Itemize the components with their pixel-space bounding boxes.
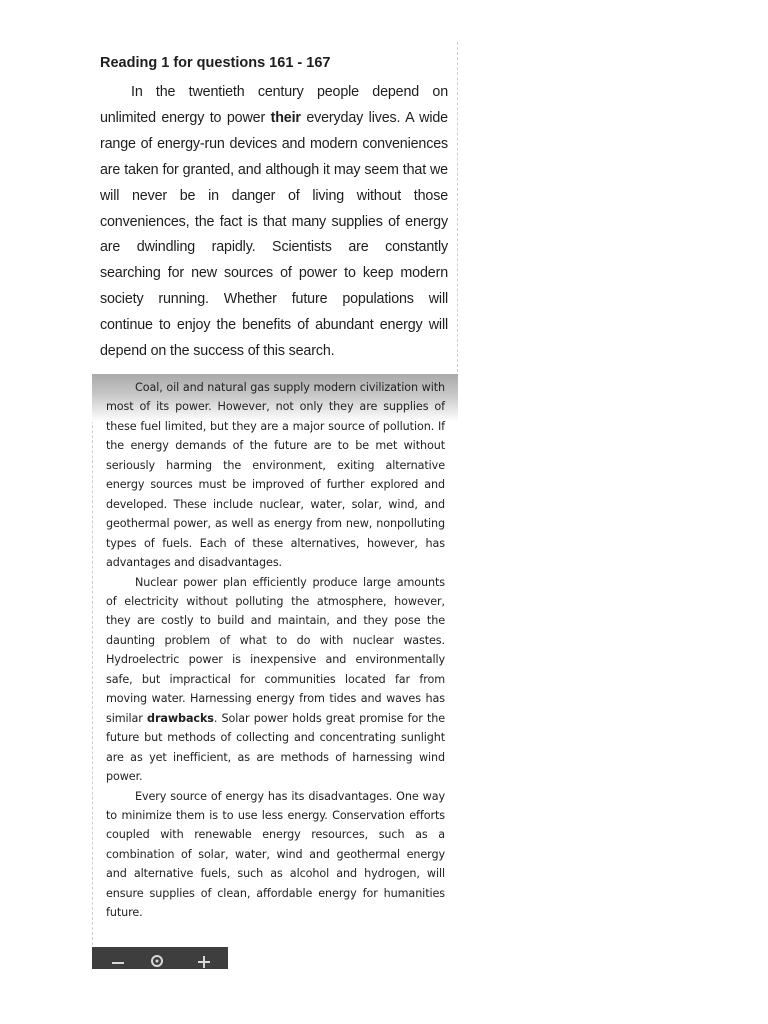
column-guide-right [457, 42, 458, 372]
paragraph-fossil-fuels: Coal, oil and natural gas supply modern civilization with most of its power. However, not only they are supplies of these fuel limited, but they are a major source of pollution. If the energy demands of the future are to be met without seriously harming the environment, exiting alternative energy sources must be improved of further explored and developed. These include nuclear, water, solar, wind, and geothermal power, as well as energy from new, nonpolluting types of fuels. Each of these alternatives, however, has advantages and disadvantages. [106, 381, 445, 570]
zoom-in-button[interactable] [194, 954, 214, 969]
fit-page-button[interactable] [147, 954, 167, 969]
intro-paragraph [100, 80, 448, 365]
reading-heading: Reading 1 for questions 161 - 167 [100, 55, 331, 71]
paragraph-conservation: Every source of energy has its disadvantages. One way to minimize them is to use less energy. Conservation efforts coupled with renewable energy resources, such as a combination of solar, water, wind and geothermal energy and alternative fuels, such as alcohol and hydrogen, will ensure supplies of clean, affordable energy for humanities future. [106, 789, 445, 920]
paragraph-alternatives [106, 573, 445, 787]
intro-text-2: everyday lives. A wide range of energy-run devices and modern conveniences are taken for granted, and although it may seem that we will never be in danger of living without those conveniences, the fact is that many supplies of energy are dwindling rapidly. Scientists are constantly searching for new sources of power to keep modern society running. Whether future populations will continue to enjoy the benefits of abundant energy will depend on the success of this search. [100, 109, 448, 360]
plus-icon [197, 954, 211, 968]
paragraph3-bold-word: drawbacks [147, 711, 214, 725]
paragraph3-text-1: Nuclear power plan efficiently produce large amounts of electricity without polluting the atmosphere, however, they are costly to build and maintain, and they pose the daunting problem of what to do with nuclear wastes. Hydroelectric power is inexpensive and environmentally safe, but impractical for communities located far from moving water. Harnessing energy from tides and waves has similar [106, 575, 445, 725]
minus-icon [111, 954, 125, 968]
intro-bold-word: their [270, 109, 301, 126]
zoom-out-button[interactable] [108, 954, 128, 969]
reading-section-body [106, 378, 445, 923]
intro-text-1: In the twentieth century people depend on unlimited energy to power [100, 84, 448, 126]
column-guide-left [92, 385, 93, 945]
fit-page-icon [150, 954, 164, 968]
viewer-toolbar [92, 947, 228, 969]
reading-section-top [100, 52, 448, 365]
paragraph3-text-2: . Solar power holds great promise for the future but methods of collecting and concentrating sunlight are as yet inefficient, as are methods of harnessing wind power. [106, 711, 445, 784]
